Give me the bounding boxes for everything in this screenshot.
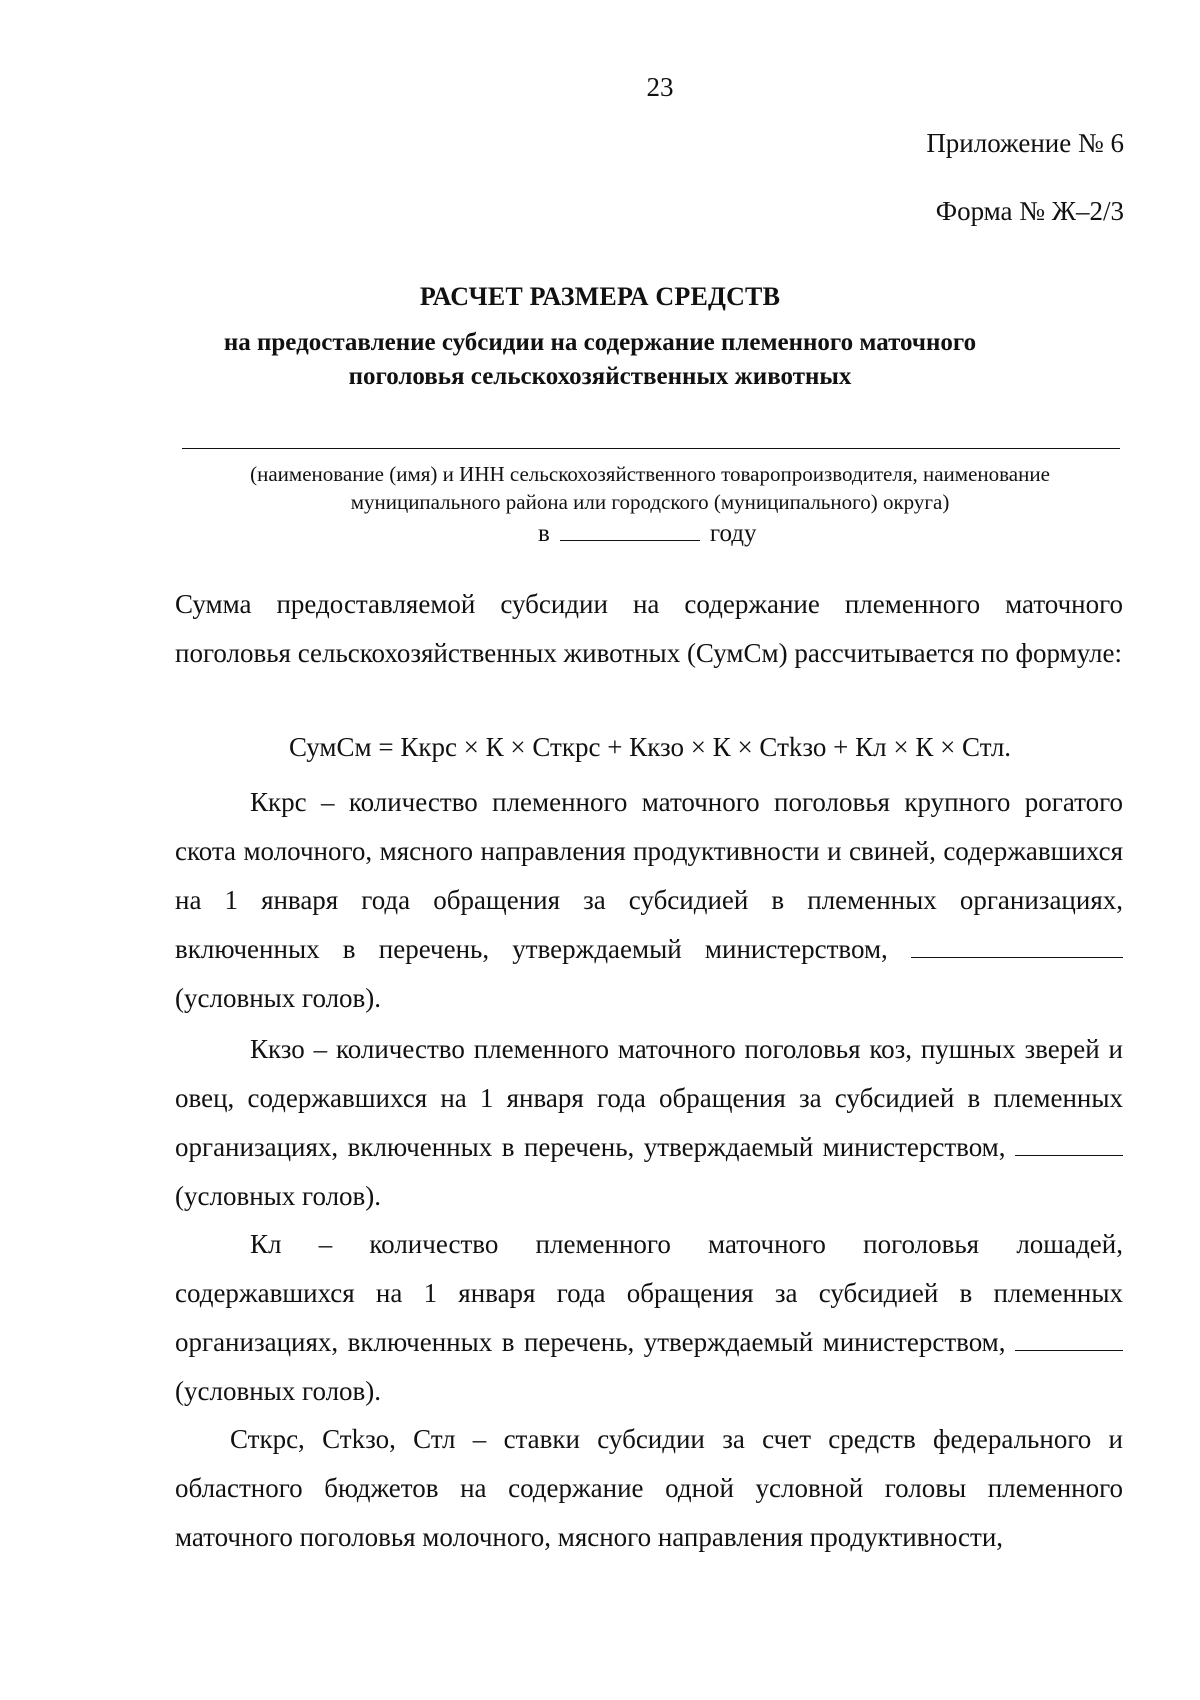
kkrs-value-field[interactable] <box>911 935 1123 958</box>
year-prefix: в <box>538 520 550 547</box>
kkzo-value-field[interactable] <box>1015 1133 1123 1156</box>
subsidy-formula: СумСм = Ккрс × К × Сткрс + Ккзо × К × Стkзо + Кл × К × Стл. <box>288 732 1012 762</box>
producer-name-caption <box>0 460 1200 516</box>
subtitle-line-2: поголовья сельскохозяйственных животных <box>348 363 852 390</box>
kkzo-paragraph <box>175 1025 1123 1221</box>
appendix-label: Приложение № 6 <box>926 128 1124 158</box>
kl-units: (условных голов). <box>175 1376 382 1406</box>
document-subtitle <box>0 326 1200 394</box>
page-number: 23 <box>646 72 674 102</box>
kkrs-paragraph <box>175 778 1123 1023</box>
kkrs-units: (условных голов). <box>175 983 382 1013</box>
year-field-line[interactable] <box>560 520 700 541</box>
year-suffix: году <box>709 520 757 547</box>
kkzo-text: Ккзо – количество племенного маточного поголовья коз, пушных зверей и овец, содержавшихся на 1 января года обращения за субсидией в племенных организациях, включенных в перечень, утверждаемый министерством, <box>175 1034 1123 1162</box>
subtitle-line-1: на предоставление субсидии на содержание племенного маточного <box>223 329 977 356</box>
kkzo-units: (условных голов). <box>175 1181 382 1211</box>
kl-text: Кл – количество племенного маточного поголовья лошадей, содержавшихся на 1 января года обращения за субсидией в племенных организациях, включенных в перечень, утверждаемый министерством, <box>175 1229 1123 1357</box>
caption-line-2: муниципального района или городского (муниципального) округа) <box>350 490 950 514</box>
form-number: Форма № Ж–2/3 <box>935 196 1124 226</box>
producer-name-field-line[interactable] <box>182 448 1120 449</box>
caption-line-1: (наименование (имя) и ИНН сельскохозяйственного товаропроизводителя, наименование <box>250 462 1050 486</box>
year-line <box>538 520 756 548</box>
document-title: РАСЧЕТ РАЗМЕРА СРЕДСТВ <box>419 282 781 311</box>
kl-paragraph <box>175 1220 1123 1416</box>
intro-paragraph: Сумма предоставляемой субсидии на содержание племенного маточного поголовья сельскохозяйственных животных (СумСм) рассчитывается по формуле: <box>175 589 1123 668</box>
kkrs-text: Ккрс – количество племенного маточного поголовья крупного рогатого скота молочного, мясного направления продуктивности и свиней, содержавшихся на 1 января года обращения за субсидией в племенных организациях, включенных в перечень, утверждаемый министерством, <box>175 787 1123 964</box>
rates-paragraph: Сткрс, Стkзо, Стл – ставки субсидии за счет средств федерального и областного бюджетов на содержание одной условной головы племенного маточного поголовья молочного, мясного направления продуктивности, <box>175 1424 1123 1552</box>
kl-value-field[interactable] <box>1015 1328 1123 1351</box>
